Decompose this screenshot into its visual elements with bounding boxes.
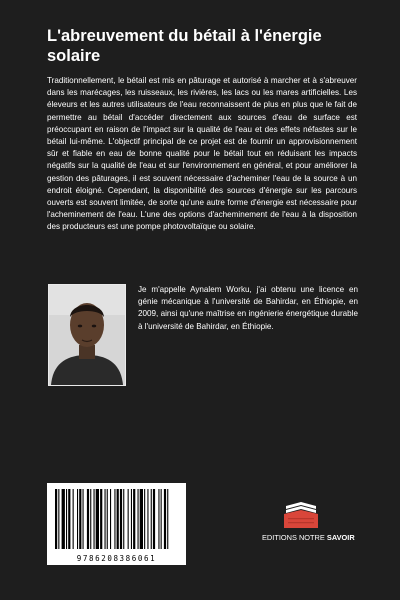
isbn-barcode	[47, 483, 186, 565]
book-summary: Traditionnellement, le bétail est mis en pâturage et autorisé à marcher et à s'abreuver dans les marécages, les ruisseaux, les rivières, les lacs ou les mares artificielles. Les éleveurs et les autres utilisateurs de l'eau reconnaissent de plus en plus que le fait de permettre au bétail d'accéder directement aux sources d'eau de surface est préoccupant en raison de l'impact sur la qualité de l'eau et des effets néfastes sur le bétail lui-même. L'objectif principal de ce projet est de fournir un approvisionnement sûr et fiable en eau de bonne qualité pour le bétail tout en réduisant les impacts négatifs sur la qualité de l'eau et sur l'environnement en général, et pour améliorer la gestion des pâturages, il est souvent nécessaire d'acheminer l'eau de la source à un endroit éloigné. Cependant, la disponibilité des sources d'énergie sur les parcours ouverts est souvent limitée, de sorte qu'une autre forme d'énergie est nécessaire pour l'acheminement de l'eau. L'une des options d'acheminement de l'eau à la disposition des producteurs est une pompe photovoltaïque ou solaire.	[47, 76, 357, 232]
publisher-name-suffix: SAVOIR	[326, 533, 355, 542]
publisher-name-prefix: EDITIONS NOTRE	[262, 533, 325, 542]
publisher-logo-icon	[282, 500, 320, 530]
author-bio: Je m'appelle Aynalem Worku, j'ai obtenu une licence en génie mécanique à l'université de Bahirdar, en Éthiopie, en 2009, ainsi qu'une maîtrise en ingénierie énergétique durable à l'université de Bahirdar, en Éthiopie.	[138, 285, 358, 331]
publisher-block	[262, 500, 355, 542]
author-photo	[48, 284, 126, 386]
book-title: L'abreuvement du bétail à l'énergie solaire	[47, 27, 322, 65]
isbn-number: 9786208386061	[76, 554, 157, 563]
